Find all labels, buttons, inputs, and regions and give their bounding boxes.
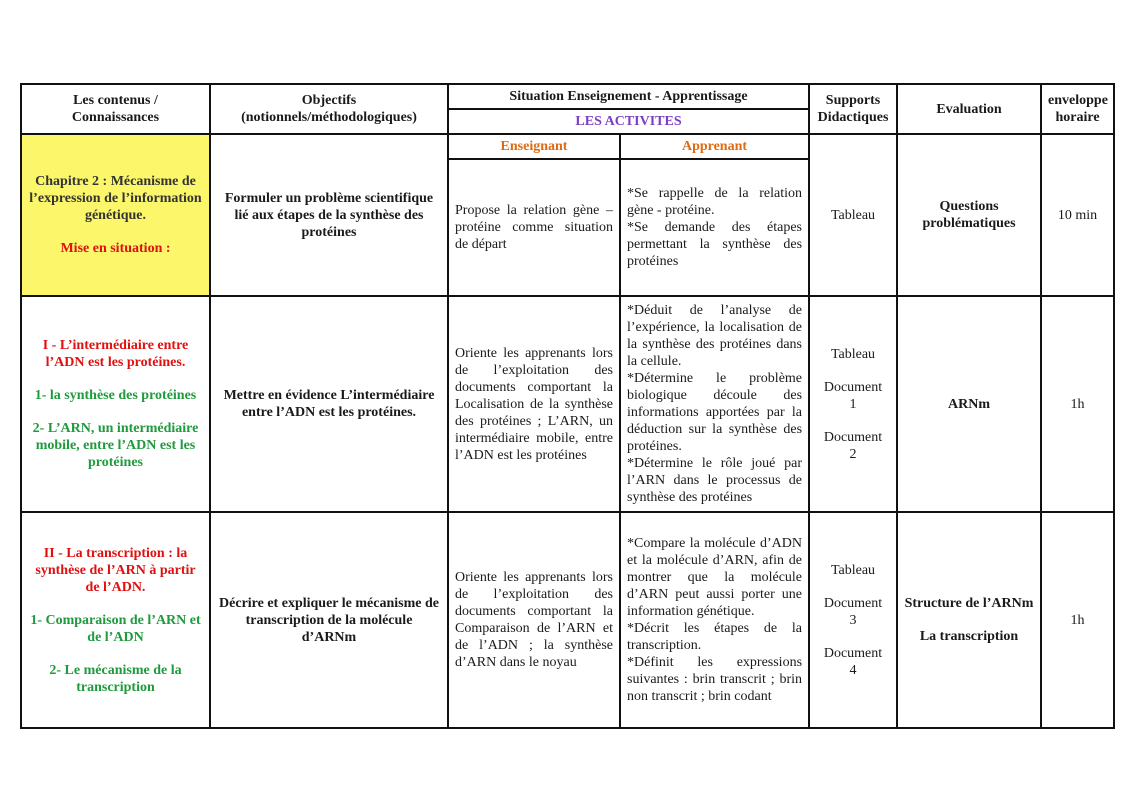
supports-3: [809, 512, 897, 728]
evaluation-3: [897, 512, 1041, 728]
subsection: 2- Le mécanisme de la transcription: [49, 662, 182, 695]
header-supports: Supports Didactiques: [809, 84, 897, 134]
support-item: Document: [823, 645, 883, 661]
section-title: I - L’intermédiaire entre l’ADN est les protéines.: [42, 338, 189, 370]
contenu-2: [21, 296, 210, 512]
support-item: Document: [823, 595, 883, 611]
apprenant-3: [620, 512, 809, 728]
support-item: Tableau: [830, 562, 876, 578]
header-objectifs: Objectifs (notionnels/méthodologiques): [210, 84, 448, 134]
horaire-1: 10 min: [1041, 134, 1114, 296]
subsection: 2- L’ARN, un intermédiaire mobile, entre l’ADN est les protéines: [32, 421, 199, 470]
contenu-3: [21, 512, 210, 728]
chapter-cell: [21, 134, 210, 296]
apprenant-item: *Définit les expressions suivantes : brin transcrit ; brin non transcrit ; brin codant: [627, 655, 803, 704]
enseignant-2: Oriente les apprenants lors de l’exploitation des documents comportant la Localisation de la synthèse des protéines ; L’ARN, un intermédiaire mobile, entre l’ADN est les protéines: [448, 296, 620, 512]
horaire-2: 1h: [1041, 296, 1114, 512]
subsection: 1- la synthèse des protéines: [34, 388, 197, 403]
objectif-2: Mettre en évidence L’intermédiaire entre l’ADN est les protéines.: [210, 296, 448, 512]
support-item: Document: [823, 429, 883, 445]
objectif-3: Décrire et expliquer le mécanisme de transcription de la molécule d’ARNm: [210, 512, 448, 728]
header-enveloppe: enveloppe horaire: [1041, 84, 1114, 134]
section-title: II - La transcription : la synthèse de l’ARN à partir de l’ADN.: [35, 545, 196, 595]
evaluation-item: La transcription: [919, 629, 1019, 644]
evaluation-item: ARNm: [948, 396, 991, 412]
apprenant-1: [620, 159, 809, 296]
evaluation-1: [897, 134, 1041, 296]
evaluation-2: [897, 296, 1041, 512]
support-item: Tableau: [830, 207, 876, 223]
header-contenus: Les contenus / Connaissances: [21, 84, 210, 134]
supports-2: [809, 296, 897, 512]
header-apprenant: Apprenant: [620, 134, 809, 159]
header-activites: LES ACTIVITES: [448, 109, 809, 134]
enseignant-1: Propose la relation gène – protéine comme situation de départ: [448, 159, 620, 296]
apprenant-item: *Détermine le rôle joué par l’ARN dans le processus de synthèse des protéines: [627, 456, 803, 505]
evaluation-item: Questions problématiques: [922, 199, 1016, 231]
header-situation: Situation Enseignement - Apprentissage: [448, 84, 809, 109]
header-evaluation: Evaluation: [897, 84, 1041, 134]
apprenant-item: *Déduit de l’analyse de l’expérience, la localisation de la synthèse des protéines dans la cellule.: [627, 303, 803, 369]
mise-en-situation: Mise en situation :: [60, 241, 171, 256]
support-item: 1: [849, 396, 857, 412]
apprenant-item: *Se demande des étapes permettant la synthèse des protéines: [627, 220, 803, 269]
support-item: 3: [849, 612, 857, 628]
support-item: 2: [849, 446, 857, 462]
enseignant-3: Oriente les apprenants lors de l’exploitation des documents comportant la Comparaison de l’ARN et de l’ADN ; la synthèse d’ARN dans le noyau: [448, 512, 620, 728]
lesson-plan-table: [20, 83, 1115, 729]
supports-1: [809, 134, 897, 296]
header-enseignant: Enseignant: [448, 134, 620, 159]
support-item: 4: [849, 662, 857, 678]
support-item: Document: [823, 379, 883, 395]
horaire-3: 1h: [1041, 512, 1114, 728]
chapter-title: Chapitre 2 : Mécanisme de l’expression de l’information génétique.: [29, 174, 202, 223]
objectif-1: Formuler un problème scientifique lié aux étapes de la synthèse des protéines: [210, 134, 448, 296]
subsection: 1- Comparaison de l’ARN et de l’ADN: [30, 612, 201, 645]
apprenant-2: [620, 296, 809, 512]
apprenant-item: *Compare la molécule d’ADN et la molécule d’ARN, afin de montrer que la molécule d’ARN peut aussi porter une information génétique.: [627, 536, 803, 619]
support-item: Tableau: [830, 346, 876, 362]
apprenant-item: *Décrit les étapes de la transcription.: [627, 621, 803, 653]
evaluation-item: Structure de l’ARNm: [904, 596, 1034, 611]
apprenant-item: *Se rappelle de la relation gène - protéine.: [627, 186, 803, 218]
apprenant-item: *Détermine le problème biologique découle des informations apportées par la déduction sur la synthèse des protéines.: [627, 371, 803, 454]
